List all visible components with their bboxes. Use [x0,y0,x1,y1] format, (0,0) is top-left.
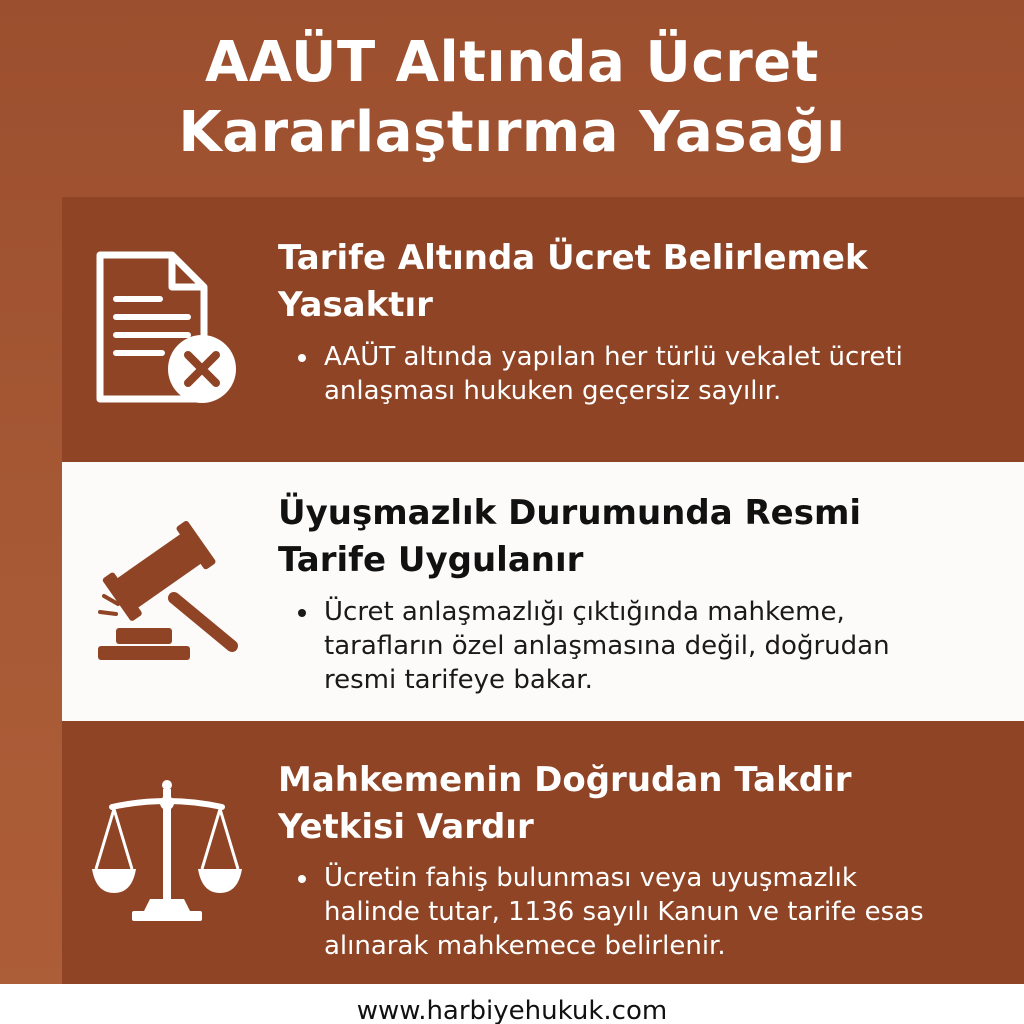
bullet-item [298,595,998,697]
section-tariff-below-prohibited [62,197,1024,462]
gavel-icon [92,520,242,670]
heading-line: Üyuşmazlık Durumunda Resmi [278,493,862,533]
bullet-line: tarafların özel anlaşmasına değil, doğrudan [324,631,890,661]
section-official-tariff-applies [62,462,1024,721]
page-title [0,28,1024,168]
bullet-line: Ücretin fahiş bulunması veya uyuşmazlık [324,863,857,893]
bullet-line: anlaşması hukuken geçersiz sayılır. [324,376,782,406]
bullet-line: Ücret anlaşmazlığı çıktığında mahkeme, [324,597,845,627]
title-line-1: AAÜT Altında Ücret [205,30,819,95]
heading-line: Yetkisi Vardır [278,807,534,847]
section-court-discretion [62,721,1024,984]
heading-line: Mahkemenin Doğrudan Takdir [278,760,852,800]
title-line-2: Kararlaştırma Yasağı [178,100,846,165]
scales-of-justice-icon [92,777,242,927]
bullet-dot-icon [298,875,306,883]
website-url: www.harbiyehukuk.com [356,996,668,1024]
bullet-item [298,340,998,408]
footer [0,984,1024,1024]
bullet-line: AAÜT altında yapılan her türlü vekalet ücreti [324,342,903,372]
heading-line: Tarife Uygulanır [278,540,584,580]
heading-line: Tarife Altında Ücret Belirlemek [278,238,868,278]
bullet-line: resmi tarifeye bakar. [324,665,593,695]
section-heading [278,235,978,329]
heading-line: Yasaktır [278,285,433,325]
bullet-line: alınarak mahkemece belirlenir. [324,931,726,961]
section-heading [278,757,978,851]
bullet-dot-icon [298,354,306,362]
bullet-item [298,861,998,963]
bullet-line: halinde tutar, 1136 sayılı Kanun ve tarife esas [324,897,924,927]
section-heading [278,490,978,584]
document-x-icon [92,249,242,409]
bullet-dot-icon [298,609,306,617]
